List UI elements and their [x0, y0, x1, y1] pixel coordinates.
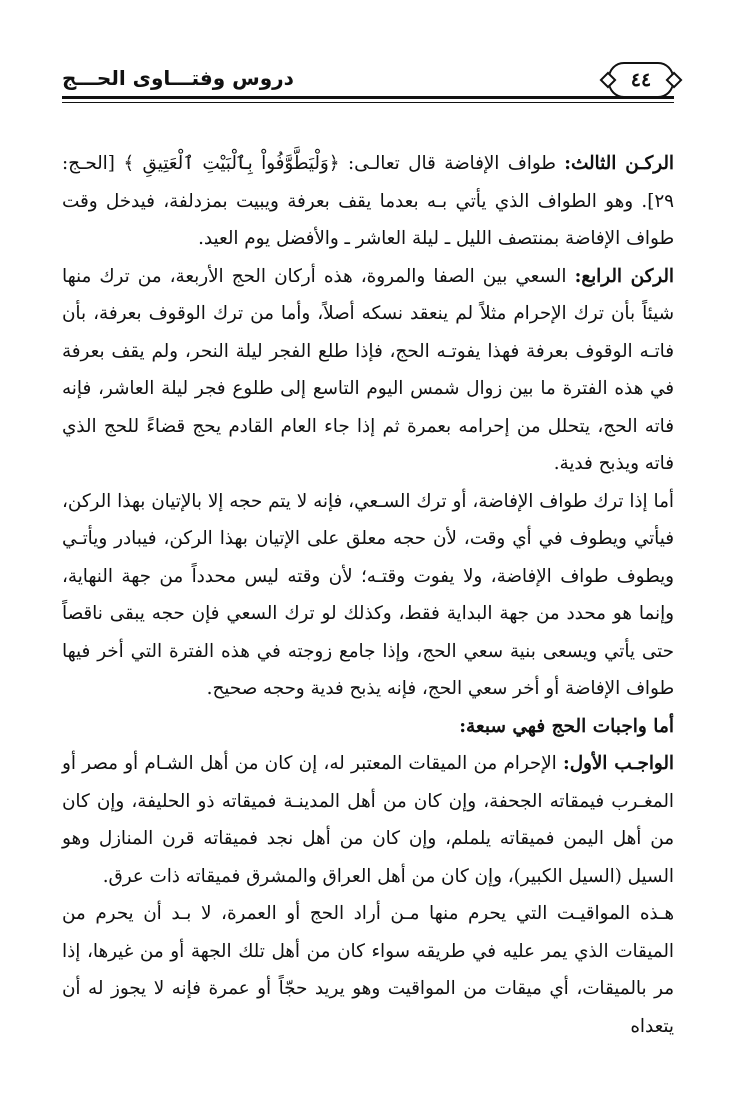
paragraph-third-pillar: [62, 145, 674, 258]
paragraph-lead: الواجـب الأول:: [563, 753, 674, 774]
paragraph-text: الإحرام من الميقات المعتبر له، إن كان من أهل الشـام أو مصر أو المغـرب فيمقاته الجحفة، وإن كان من أهل المدينـة فميقاته ذو الحليفة، وإن كان من أهل اليمن فميقاته يلملم، وإن كان من أهل نجد فميقاته قرن المنازل وهو السيل (السيل الكبير)، وإن كان من أهل العراق والمشرق فميقاته ذات عرق.: [62, 753, 674, 887]
paragraph-missed-rituals: [62, 483, 674, 708]
paragraph-text-after: [الحـج: ٢٩]. وهو الطواف الذي يأتي بـه بعدما يقف بعرفة ويبيت بمزدلفة، فيدخل وقت طواف الإفاضة بمنتصف الليل ـ ليلة العاشر ـ والأفضل يوم العيد.: [62, 153, 674, 249]
page-number: ٤٤: [630, 69, 652, 91]
page-number-badge: [608, 62, 674, 98]
paragraph-text: السعي بين الصفا والمروة، هذه أركان الحج الأربعة، من ترك منها شيئاً بأن ترك الإحرام مثلاً لم ينعقد نسكه أصلاً، وأما من ترك الوقوف بعرفة، بأن فاتـه الوقوف بعرفة فهذا يفوتـه الحج، فإذا طلع الفجر ليلة النحر، ولم يقف بعرفة في هذه الفترة ما بين زوال شمس اليوم التاسع إلى طلوع فجر ليلة العاشر، فإنه فاته الحج، يتحلل من إحرامه بعمرة ثم إذا جاء العام القادم يحج قضاءً للحج الذي فاته ويذبح فدية.: [62, 265, 674, 474]
page-header: [62, 56, 674, 99]
paragraph-first-obligation: [62, 745, 674, 895]
paragraph-text: هـذه المواقيـت التي يحرم منها مـن أراد الحج أو العمرة، لا بـد أن يحرم من الميقات الذي يمر عليه في طريقه سواء كان من أهل تلك الجهة أو من غيرها، إذا مر بالميقات، أي ميقات من المواقيت وهو يريد حجّاً أو عمرة فإنه لا يجوز له أن يتعداه: [62, 903, 674, 1037]
book-page: [62, 56, 674, 1045]
paragraph-text: أما إذا ترك طواف الإفاضة، أو ترك السـعي، فإنه لا يتم حجه إلا بالإتيان بهذا الركن، فيأتي ويطوف في أي وقت، لأن حجه معلق على الإتيان بهذا الركن، فيبادر ويأتـي ويطوف طواف الإفاضة، ولا يفوت وقتـه؛ لأن وقته ليس محدداً من جهة النهاية، وإنما هو محدد من جهة البداية فقط، وكذلك لو ترك السعي فإن حجه يبقى ناقصاً حتى يأتي ويسعى بنية سعي الحج، وإذا جامع زوجته في هذه الفترة التي أخر فيها طواف الإفاضة أو أخر سعي الحج، فإنه يذبح فدية وحجه صحيح.: [62, 490, 674, 699]
quran-verse: ﴿وَلْيَطَّوَّفُواْ بِٱلْبَيْتِ ٱلْعَتِيقِ ﴾: [123, 153, 340, 174]
running-title: دروس وفتـــاوى الحـــج: [62, 66, 294, 90]
page-body: [62, 145, 674, 1045]
paragraph-text: طواف الإفاضة قال تعالـى:: [347, 153, 556, 174]
paragraph-miqat: [62, 895, 674, 1045]
section-heading: أما واجبات الحج فهي سبعة:: [459, 715, 674, 737]
paragraph-lead: الركـن الثالث:: [564, 153, 674, 174]
paragraph-fourth-pillar: [62, 258, 674, 483]
paragraph-lead: الركن الرابع:: [574, 265, 675, 287]
